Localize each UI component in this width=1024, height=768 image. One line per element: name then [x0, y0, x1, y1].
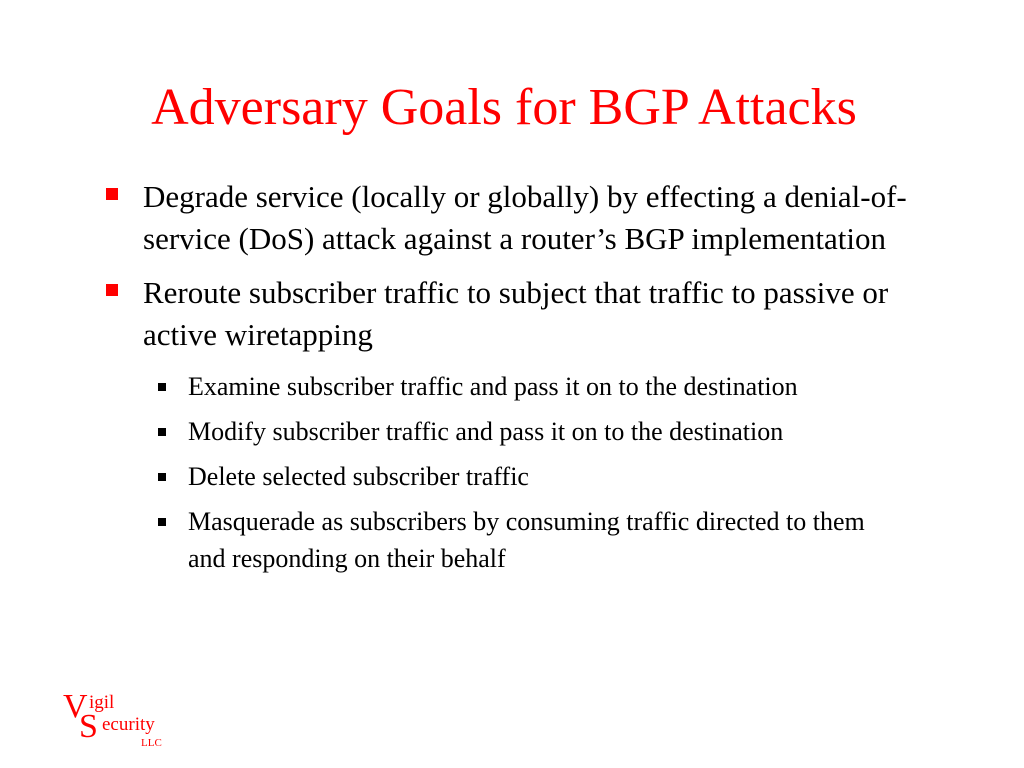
bullet-item — [0, 176, 943, 260]
logo-v-rest: igil — [89, 692, 115, 713]
logo-s-letter: S — [79, 708, 98, 745]
sub-bullet-text: Delete selected subscriber traffic — [188, 462, 529, 491]
sub-bullet-text: Masquerade as subscribers by consuming traffic directed to them and responding on their behalf — [188, 507, 865, 573]
bullet-text: Degrade service (locally or globally) by effecting a denial-of-service (DoS) attack against a router’s BGP implementation — [143, 179, 907, 256]
bullet-list — [0, 176, 1024, 585]
sub-bullet-text: Modify subscriber traffic and pass it on to the destination — [188, 417, 784, 446]
sub-bullet-item — [0, 413, 878, 450]
vigil-security-logo — [63, 690, 193, 760]
sub-bullet-item — [0, 458, 878, 495]
logo-v-letter: V — [63, 688, 88, 725]
small-square-bullet-icon — [158, 383, 166, 391]
slide-title: Adversary Goals for BGP Attacks — [151, 79, 857, 136]
sub-bullet-item — [0, 503, 878, 577]
small-square-bullet-icon — [158, 428, 166, 436]
logo-llc: LLC — [141, 737, 162, 749]
sub-bullet-item — [0, 368, 878, 405]
bullet-item — [0, 272, 943, 356]
small-square-bullet-icon — [158, 518, 166, 526]
sub-bullet-text: Examine subscriber traffic and pass it on to the destination — [188, 372, 798, 401]
logo-s-rest: ecurity — [102, 714, 155, 735]
small-square-bullet-icon — [158, 473, 166, 481]
bullet-text: Reroute subscriber traffic to subject that traffic to passive or active wiretapping — [143, 275, 889, 352]
square-bullet-icon — [106, 284, 118, 296]
square-bullet-icon — [106, 188, 118, 200]
